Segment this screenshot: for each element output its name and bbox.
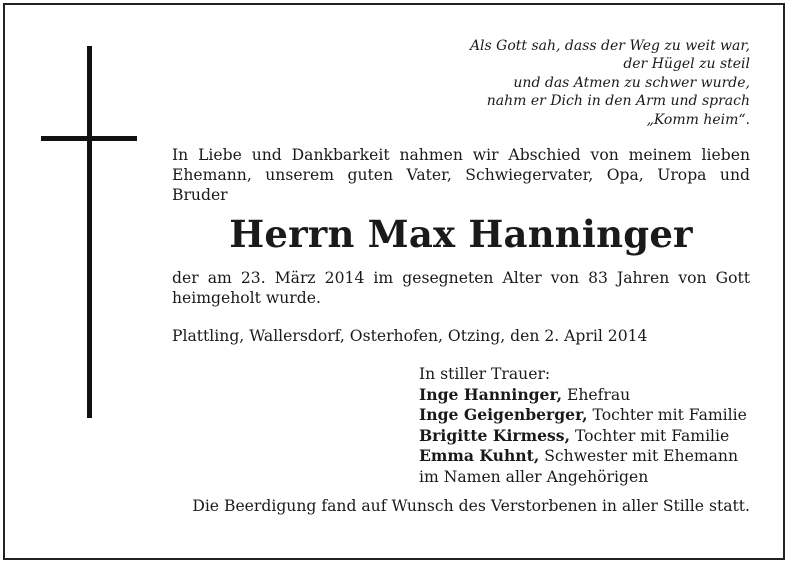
- mourner-row: [419, 385, 747, 406]
- cross-horizontal-bar: [41, 136, 137, 141]
- mourner-relation: Tochter mit Familie: [570, 426, 730, 445]
- poem-line: nahm er Dich in den Arm und sprach: [486, 93, 750, 110]
- mourner-relation: Tochter mit Familie: [587, 406, 747, 425]
- mourners-footer: im Namen aller Angehörigen: [419, 467, 649, 486]
- closing-note: Die Beerdigung fand auf Wunsch des Verstorbenen in aller Stille statt.: [192, 497, 750, 515]
- mourner-name: Inge Hanninger,: [419, 384, 562, 404]
- mourner-relation: Ehefrau: [562, 385, 631, 404]
- poem-line: „Komm heim“.: [646, 111, 750, 128]
- intro-text: In Liebe und Dankbarkeit nahmen wir Abschied von meinem lieben Ehemann, unserem guten Vater, Schwiegervater, Opa, Uropa und Bruder: [172, 146, 750, 204]
- cross-vertical-bar: [87, 46, 92, 418]
- mourner-name: Emma Kuhnt,: [419, 446, 540, 466]
- poem-line: und das Atmen zu schwer wurde,: [513, 74, 750, 91]
- mourner-relation: Schwester mit Ehemann: [539, 447, 739, 466]
- mourners-block: [419, 364, 747, 488]
- mourner-name: Brigitte Kirmess,: [419, 425, 571, 445]
- mourning-heading: In stiller Trauer:: [419, 365, 551, 383]
- poem: [470, 37, 750, 129]
- mourner-name: Inge Geigenberger,: [419, 405, 588, 425]
- place-date: Plattling, Wallersdorf, Osterhofen, Otzing, den 2. April 2014: [172, 327, 648, 345]
- mourner-row: [419, 405, 747, 426]
- passing-text: der am 23. März 2014 im gesegneten Alter von 83 Jahren von Gott heimgeholt wurde.: [172, 269, 750, 307]
- poem-line: der Hügel zu steil: [623, 56, 750, 73]
- mourner-row: [419, 426, 747, 447]
- poem-line: Als Gott sah, dass der Weg zu weit war,: [469, 38, 750, 54]
- mourner-row: [419, 446, 747, 467]
- deceased-name: Herrn Max Hanninger: [229, 212, 693, 256]
